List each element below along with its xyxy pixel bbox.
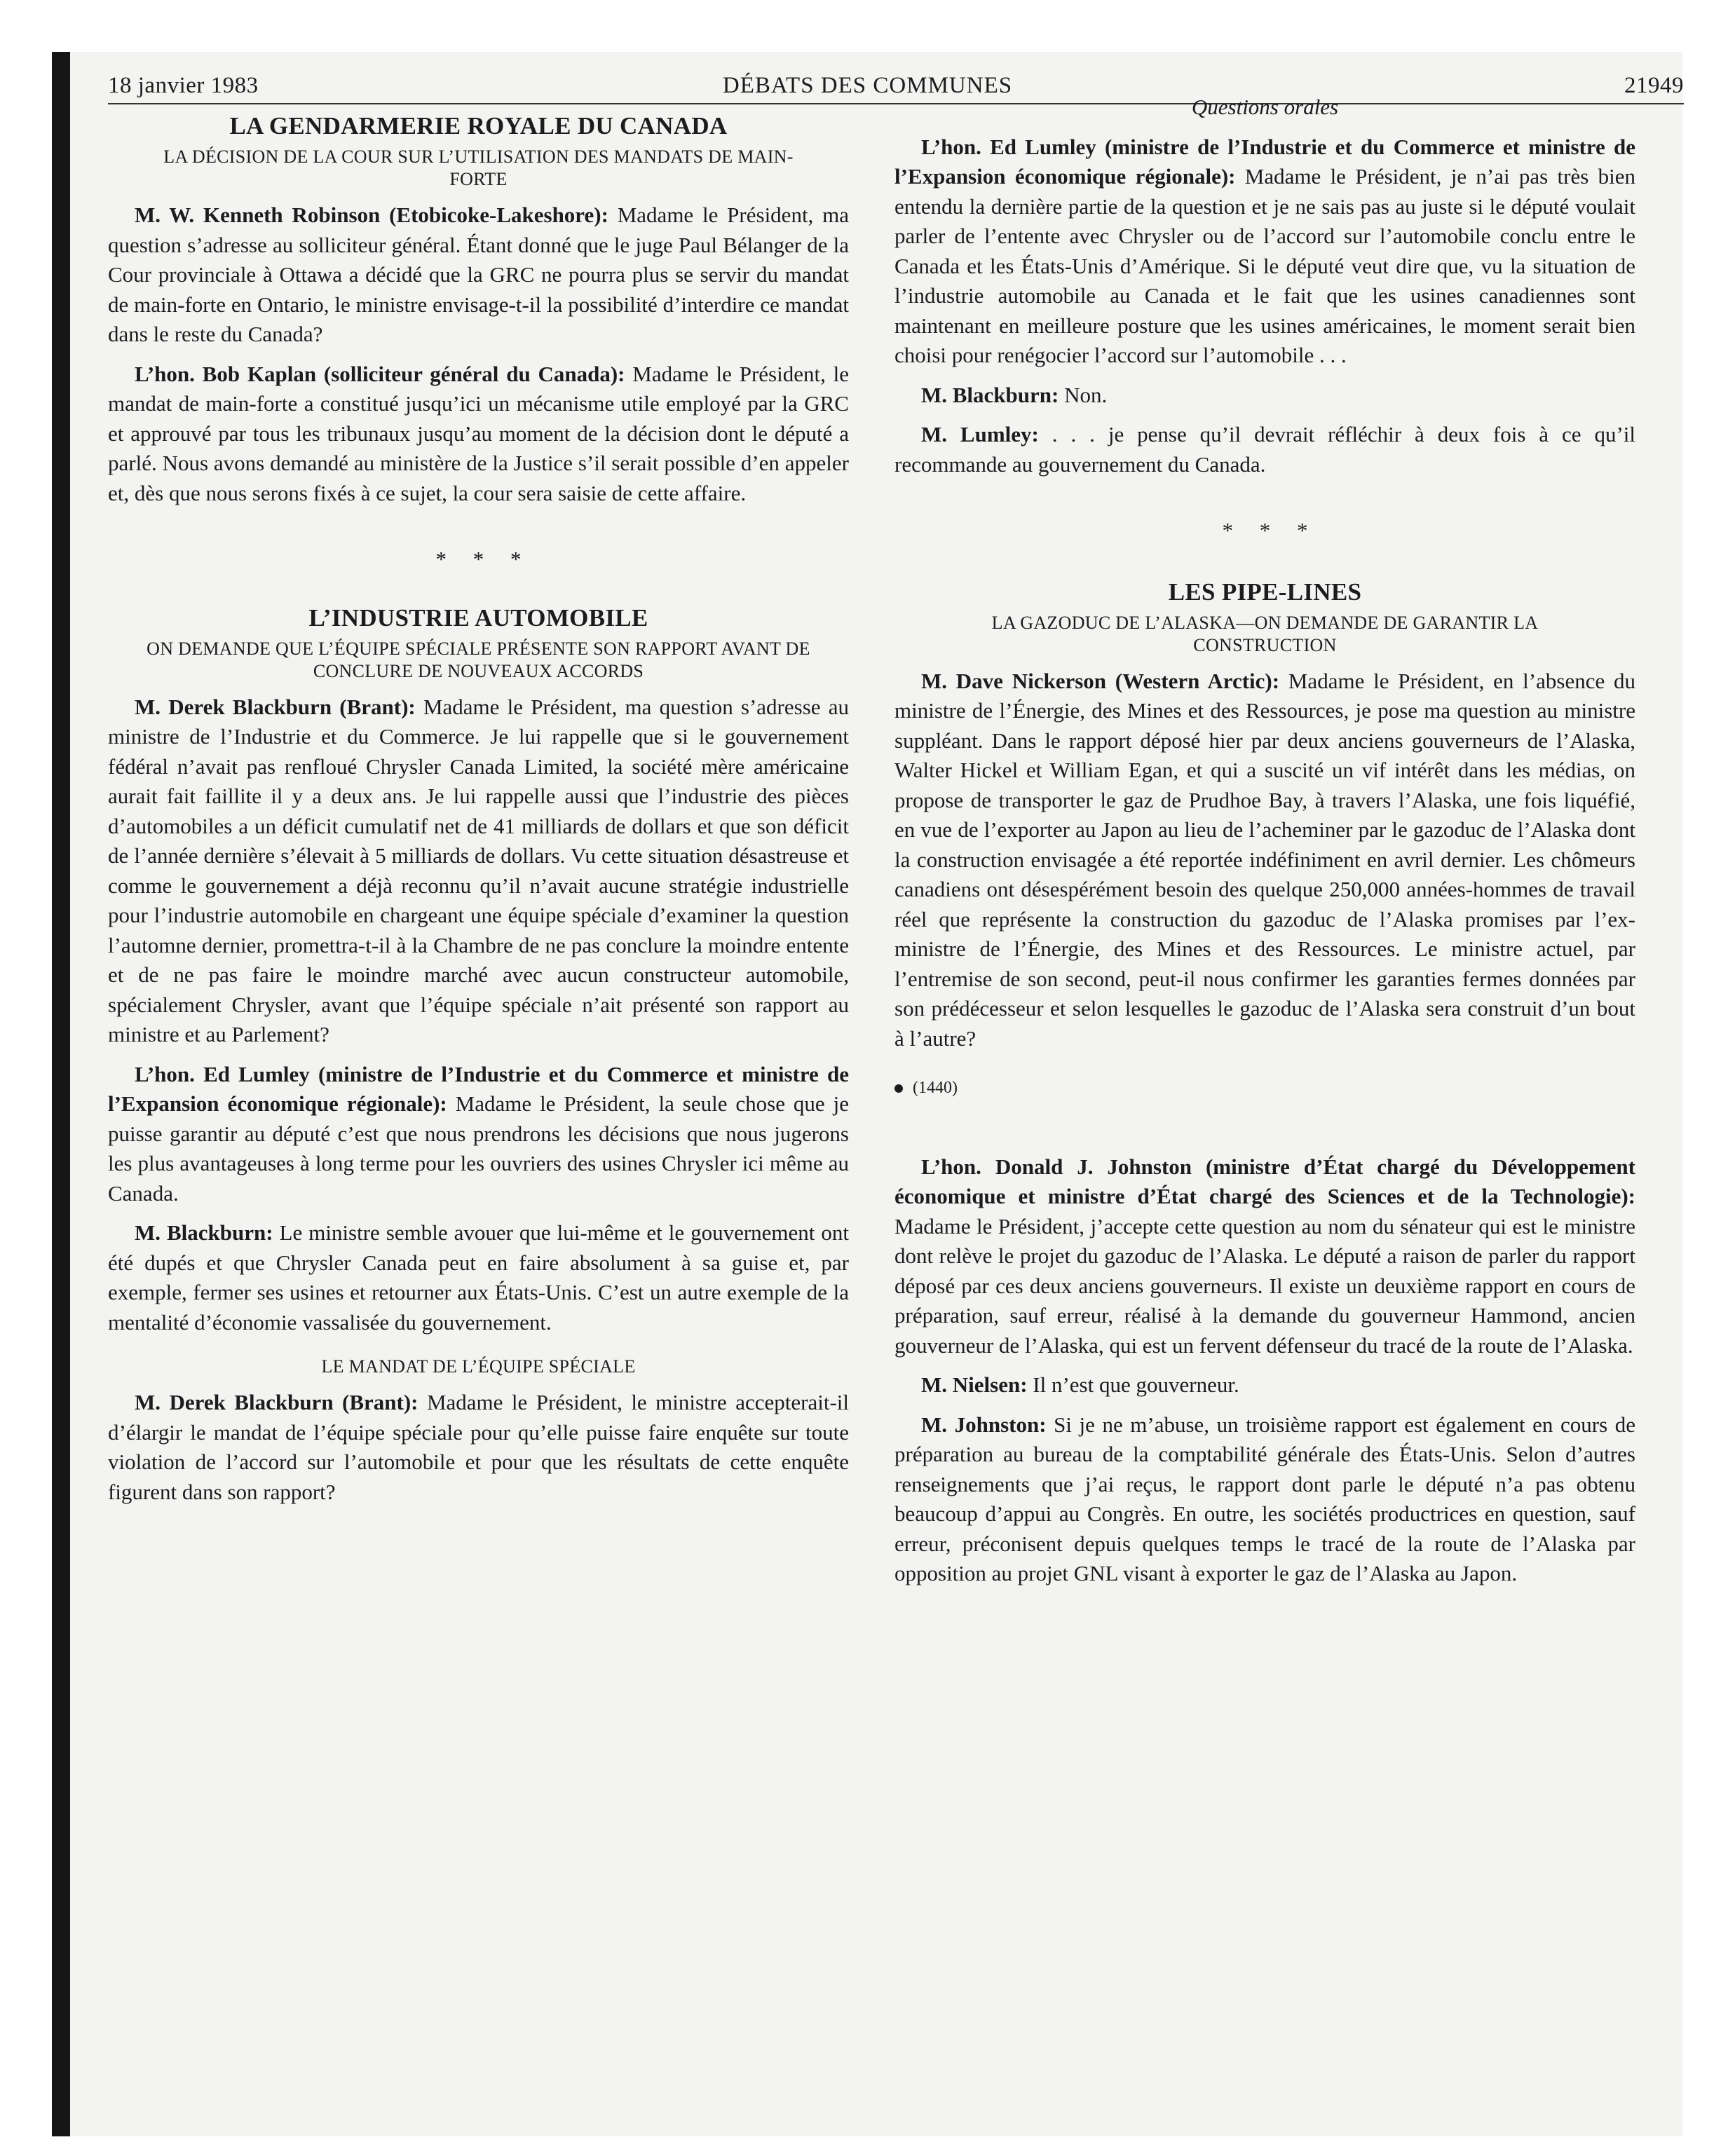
running-head: Questions orales	[1191, 95, 1339, 119]
paragraph	[894, 1410, 1635, 1589]
section-title-pipelines: LES PIPE-LINES	[1168, 578, 1362, 606]
section-subtitle-automobile: ON DEMANDE QUE L’ÉQUIPE SPÉCIALE PRÉSENTE SON RAPPORT AVANT DE CONCLURE DE NOUVEAUX ACCORDS	[147, 638, 810, 681]
paragraph	[894, 667, 1635, 1054]
section-subtitle-pipelines: LA GAZODUC DE L’ALASKA—ON DEMANDE DE GARANTIR LA CONSTRUCTION	[991, 612, 1539, 655]
right-column	[894, 93, 1635, 1599]
speech-text: Si je ne m’abuse, un troisième rapport est également en cours de préparation au bureau de la comptabilité générale des États-Unis. Selon d’autres renseignements que j’ai reçus, le rapport dont parle le député n’a pas obtenu beaucoup d’appui au Congrès. En outre, les sociétés productrices en question, sauf erreur, préconisent depuis quelques temps le tracé de la route de l’Alaska par opposition au projet GNL visant à exporter le gaz de l’Alaska au Japon.	[894, 1412, 1635, 1585]
speaker-name: M. Johnston:	[921, 1412, 1047, 1437]
paragraph	[894, 132, 1635, 371]
speech-text: Madame le Président, j’accepte cette question au nom du sénateur qui est le ministre dont relève le projet du gazoduc de l’Alaska. Le député a raison de parler du rapport déposé par ces deux anciens gouverneurs. Il existe un deuxième rapport en cours de préparation, sauf erreur, réalisé à la demande du gouverneur Hammond, ancien gouverneur de l’Alaska, qui est un fervent défenseur du tracé de la route de l’Alaska.	[894, 1213, 1635, 1358]
speech-text: Madame le Président, ma question s’adresse au solliciteur général. Étant donné que le juge Paul Bélanger de la Cour provinciale à Ottawa a décidé que la GRC ne pourra plus se servir du mandat de main-forte en Ontario, le ministre envisage-t-il la possibilité d’interdire ce mandat dans le reste du Canada?	[108, 203, 849, 346]
speech-text: Madame le Président, ma question s’adresse au ministre de l’Industrie et du Commerce. Je lui rappelle que si le gouvernement fédéral n’avait pas renfloué Chrysler Canada Limited, la société mère américaine aurait fait faillite il y a deux ans. Je lui rappelle aussi que l’industrie des pièces d’automobiles a un déficit cumulatif net de 41 milliards de dollars et que son déficit de l’année dernière s’élevait à 5 milliards de dollars. Vu cette situation désastreuse et comme le gouvernement a déjà reconnu qu’il n’avait aucune stratégie industrielle pour l’industrie automobile en chargeant une équipe spéciale d’examiner la question l’automne dernier, promettra-t-il à la Chambre de ne pas conclure la moindre entente et de ne pas faire le moindre marché avec aucun constructeur automobile, spécialement Chrysler, avant que l’équipe spéciale n’ait présenté son rapport au ministre et au Parlement?	[108, 694, 849, 1046]
scan-edge-shadow	[52, 52, 70, 2136]
subheading-mandat: LE MANDAT DE L’ÉQUIPE SPÉCIALE	[321, 1356, 636, 1377]
bullet-dot-icon	[894, 1084, 903, 1093]
speaker-name: M. Derek Blackburn (Brant):	[135, 694, 416, 719]
speaker-name: M. Blackburn:	[921, 382, 1059, 407]
speech-text: Il n’est que gouverneur.	[1027, 1372, 1239, 1397]
section-title-automobile: L’INDUSTRIE AUTOMOBILE	[308, 603, 648, 632]
paragraph	[108, 1388, 849, 1507]
speech-text: Madame le Président, le ministre accepterait-il d’élargir le mandat de l’équipe spéciale pour qu’elle puisse faire enquête sur toute violation de l’accord sur l’automobile et pour que les résultats de cette enquête figurent dans son rapport?	[108, 1390, 849, 1504]
left-column	[108, 111, 849, 1517]
paragraph	[894, 1152, 1635, 1361]
paragraph	[108, 200, 849, 350]
paragraph	[108, 692, 849, 1050]
header-date: 18 janvier 1983	[108, 73, 259, 98]
speech-text: Madame le Président, en l’absence du ministre de l’Énergie, des Mines et des Ressources, je pose ma question au ministre suppléant. Dans le rapport déposé hier par deux anciens gouverneurs de l’Alaska, Walter Hickel et William Egan, et qui a suscité un vif intérêt dans les médias, on propose de transporter le gaz de Prudhoe Bay, à travers l’Alaska, une fois liquéfié, en vue de l’exporter au Japon au lieu de l’acheminer par le gazoduc de l’Alaska dont la construction envisagée a été reportée indéfiniment en avril dernier. Les chômeurs canadiens ont désespérément besoin des quelque 250,000 années-hommes de travail réel que représente la construction du gazoduc de l’Alaska promises par l’ex-ministre de l’Énergie, des Mines et des Ressources. Le ministre actuel, par l’entremise de son second, peut-il nous confirmer les garanties fermes données par son prédécesseur et selon lesquelles le gazoduc de l’Alaska sera construit d’un bout à l’autre?	[894, 668, 1635, 1051]
time-marker-text: (1440)	[913, 1079, 958, 1097]
section-separator: * * *	[435, 547, 522, 571]
speech-text: Le ministre semble avouer que lui-même et le gouvernement ont été dupés et que Chrysler Canada peut en faire absolument à sa guise et, par exemple, fermer ses usines et retourner aux États-Unis. C’est un autre exemple de la mentalité d’économie vassalisée du gouvernement.	[108, 1220, 849, 1335]
paragraph	[108, 1218, 849, 1337]
header-page-number: 21949	[1624, 73, 1684, 98]
speaker-name: M. Nielsen:	[921, 1372, 1028, 1397]
speaker-name: M. Dave Nickerson (Western Arctic):	[921, 668, 1280, 693]
paragraph	[108, 360, 849, 509]
section-separator: * * *	[1222, 518, 1308, 543]
speech-text: Madame le Président, je n’ai pas très bien entendu la dernière partie de la question et je ne sais pas au juste si le député voulait parler de l’entente avec Chrysler ou de l’accord sur l’automobile conclu entre le Canada et les États-Unis d’Amérique. Si le député veut dire que, vu la situation de l’industrie automobile au Canada et le fait que les usines canadiennes sont maintenant en meilleure posture que les usines américaines, le moment serait bien choisi pour renégocier l’accord sur l’automobile . . .	[894, 164, 1635, 367]
speaker-name: M. W. Kenneth Robinson (Etobicoke-Lakeshore):	[135, 203, 608, 227]
section-subtitle-grc: LA DÉCISION DE LA COUR SUR L’UTILISATION DES MANDATS DE MAIN-FORTE	[163, 146, 794, 189]
paragraph	[894, 1370, 1635, 1400]
section-title-grc: LA GENDARMERIE ROYALE DU CANADA	[229, 112, 728, 139]
speech-text: Madame le Président, la seule chose que je puisse garantir au député c’est que nous prendrons les décisions que nous jugerons les plus avantageuses à long terme pour les ouvriers des usines Chrysler ici même au Canada.	[108, 1091, 850, 1206]
speech-text: Madame le Président, le mandat de main-forte a constitué jusqu’ici un mécanisme utile employé par la GRC et approuvé par tous les tribunaux jusqu’au moment de la décision dont le député a parlé. Nous avons demandé au ministère de la Justice s’il serait possible d’en appeler et, dès que nous serons fixés à ce sujet, la cour sera saisie de cette affaire.	[108, 361, 849, 505]
speaker-name: M. Derek Blackburn (Brant):	[135, 1390, 419, 1414]
header-title: DÉBATS DES COMMUNES	[722, 73, 1013, 98]
speaker-name: L’hon. Donald J. Johnston (ministre d’État chargé du Développement économique et ministre d’État chargé des Sciences et de la Technologie):	[894, 1154, 1635, 1208]
speaker-name: L’hon. Ed Lumley (ministre de l’Industrie et du Commerce et ministre de l’Expansion économique régionale):	[894, 134, 1635, 189]
speaker-name: L’hon. Bob Kaplan (solliciteur général du Canada):	[135, 361, 625, 386]
paragraph	[108, 1060, 849, 1209]
time-marker	[894, 1073, 1635, 1103]
speech-text: . . . je pense qu’il devrait réfléchir à deux fois à ce qu’il recommande au gouvernement du Canada.	[894, 422, 1635, 477]
speaker-name: L’hon. Ed Lumley (ministre de l’Industrie et du Commerce et ministre de l’Expansion économique régionale):	[108, 1061, 849, 1116]
speaker-name: M. Blackburn:	[135, 1220, 273, 1245]
speaker-name: M. Lumley:	[921, 422, 1039, 446]
paragraph	[894, 381, 1635, 411]
speech-text: Non.	[1059, 382, 1108, 407]
paragraph	[894, 420, 1635, 479]
